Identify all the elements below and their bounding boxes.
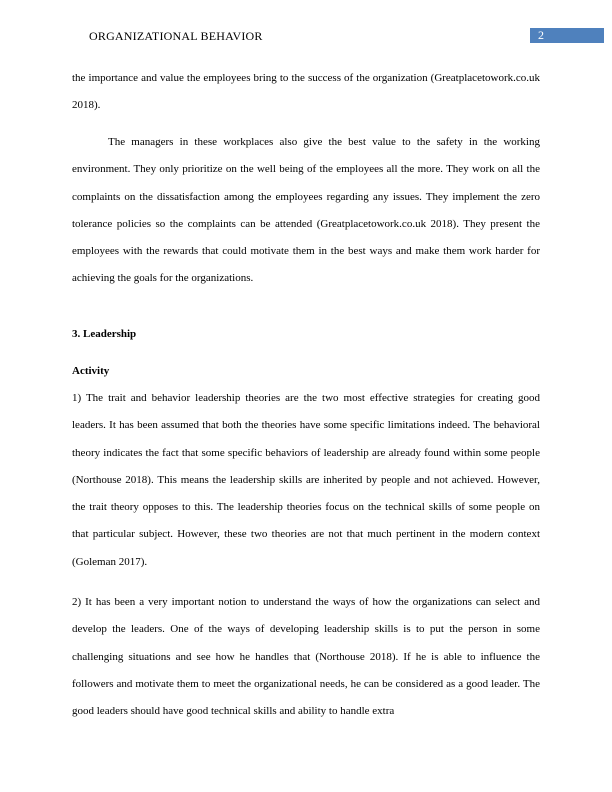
paragraph-continued: the importance and value the employees bring to the success of the organization (Greatplacetowork.co.uk 2018). <box>72 72 540 112</box>
section-heading: 3. Leadership <box>72 328 137 340</box>
page-number: 2 <box>538 28 544 42</box>
paragraph-managers: The managers in these workplaces also give the best value to the safety in the working environment. They only prioritize on the well being of the employees all the more. They work on all the complaints on the dissatisfaction among the employees regarding any issues. They implement the zero tolerance policies so the complaints can be attended (Greatplacetowork.co.uk 2018). They present the employees with the rewards that could motivate them in the best ways and make them work harder for achieving the goals for the organizations. <box>72 136 540 285</box>
paragraph-activity-2: 2) It has been a very important notion to understand the ways of how the organizations can select and develop the leaders. One of the ways of developing leadership skills is to put the person in some challenging situations and see how he handles that (Northouse 2018). If he is able to influence the followers and motivate them to meet the organizational needs, he can be considered as a good leader. The good leaders should have good technical skills and ability to handle extra <box>72 596 540 718</box>
subheading-activity: Activity <box>72 365 110 377</box>
page-number-box <box>530 28 604 43</box>
paragraph-activity-1: 1) The trait and behavior leadership theories are the two most effective strategies for creating good leaders. It has been assumed that both the theories have some specific limitations indeed. The behavioral theory indicates the fact that some specific behaviors of leadership are already found within some people (Northouse 2018). This means the leadership skills are inherited by people and not achieved. However, the trait theory opposes to this. The leadership theories focus on the technical skills of some people on that particular subject. However, these two theories are not that much pertinent in the modern context (Goleman 2017). <box>72 392 540 568</box>
header-title: ORGANIZATIONAL BEHAVIOR <box>89 29 263 43</box>
